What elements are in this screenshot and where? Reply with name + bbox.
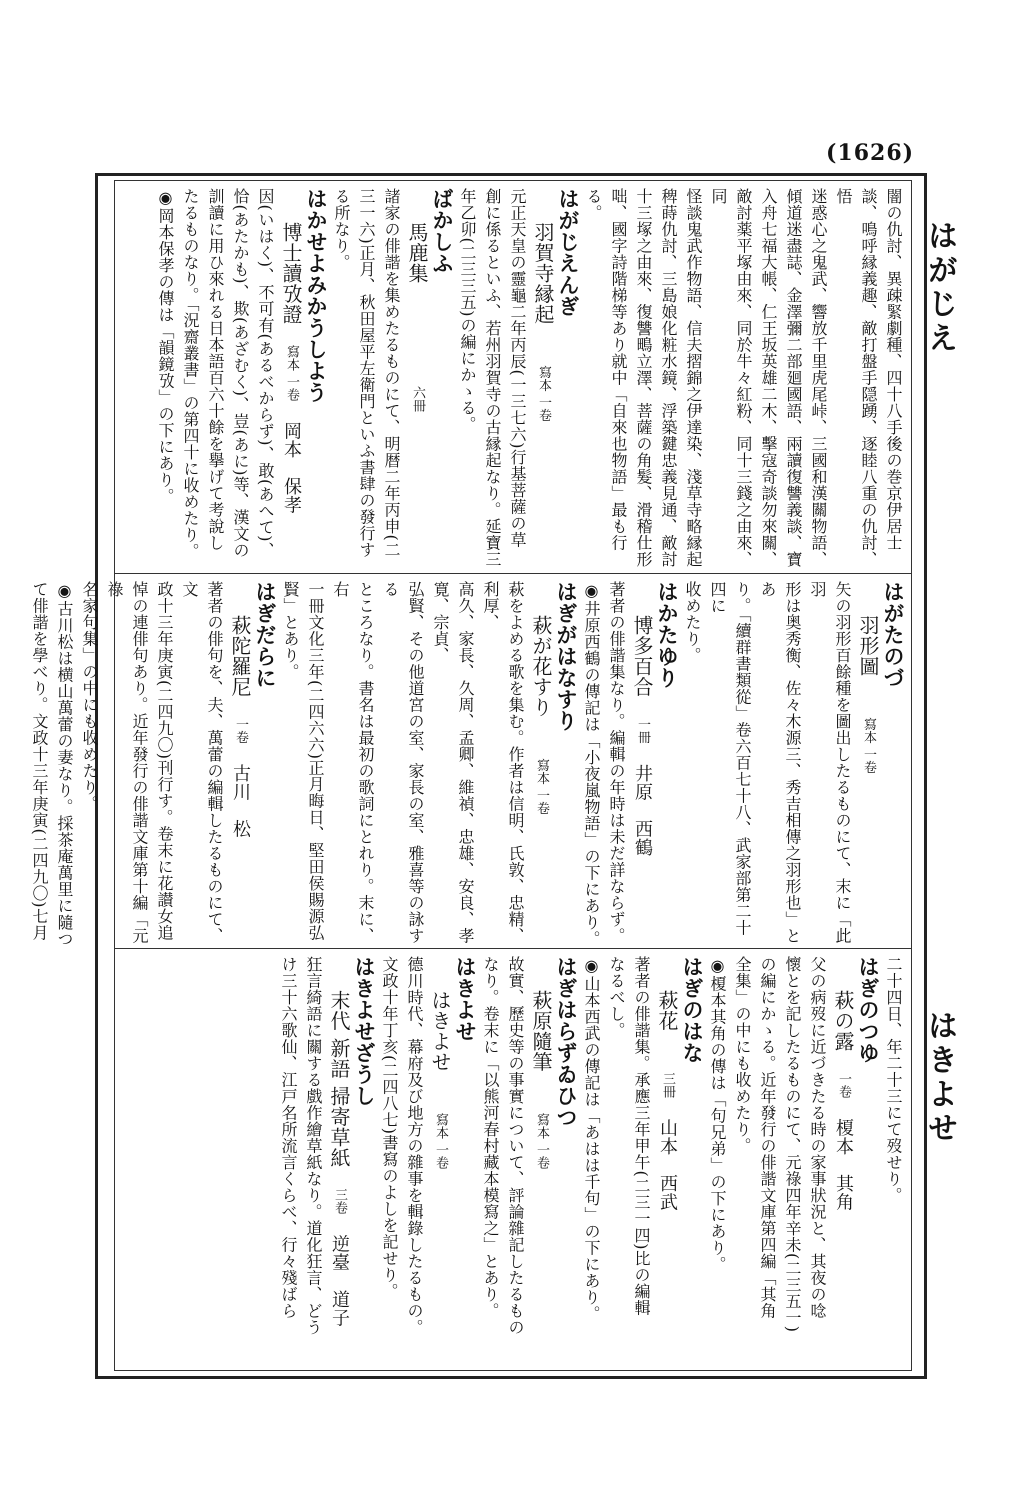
entry-heading: はきよせざうし: [352, 956, 377, 1107]
text-line: なるべし。: [607, 956, 626, 1039]
text-line: 十三塚之由來、復讐鴫立澤、菩薩の角髮、滑稽仕形: [634, 188, 653, 568]
entry-heading: はきよせ: [453, 956, 478, 1042]
entry-heading: はがたのづ: [881, 581, 906, 689]
text-line: ◉井原西鶴の傳記は「小夜嵐物語」の下にあり。: [582, 581, 601, 947]
text-line: 創に係るといふ、若州羽賀寺の古縁起なり。延寶三: [483, 188, 502, 568]
entry-heading: はぎのはな: [680, 956, 705, 1064]
text-line: 矢の羽形百餘種を圖出したるものにて、末に「此羽: [808, 581, 852, 944]
text-line: 故實、歷史等の事實について、評論雜記したるもの: [506, 956, 525, 1336]
text-line: 高久、家長、久周、孟卿、維禎、忠雄、安良、孝寛、宗貞、: [431, 581, 475, 944]
text-line: 諸家の俳諧を集めたるものにて、明暦二年丙申(二: [382, 188, 401, 558]
text-line: 入舟七福大帳、仁王坂英雄二木、擊寇奇談勿來關、: [759, 188, 778, 568]
entry-heading: はぎのつゆ: [856, 956, 881, 1064]
text-line: け三十六歌仙、江戸名所流言くらべ、行々殘ばら: [279, 956, 298, 1319]
text-band-bottom: [118, 950, 906, 1368]
text-line: 德川時代、幕府及び地方の雜事を輯錄したるもの。: [405, 956, 424, 1336]
text-line: り。「續群書類從」卷六百七十八、武家部第二十四に: [708, 581, 752, 936]
entry-title: 萩が花すり 寫本 一卷: [529, 615, 553, 815]
text-line: ◉榎本其角の傳は「句兄弟」の下にあり。: [708, 956, 727, 1273]
text-line: 弘賢、その他道宮の室、家長の室、雅喜等の詠する: [381, 581, 425, 944]
text-line: 訓讀に用ひ來れる日本語百六十餘を擧げて考說し: [206, 188, 225, 551]
text-line: 迷惑心之鬼武、響放千里虎尾峠、三國和漢關物語、: [809, 188, 828, 568]
text-line: ◉岡本保孝の傳は「韻鏡攷」の下にあり。: [156, 188, 175, 505]
text-line: 全集」の中にも收めたり。: [733, 956, 752, 1154]
entry-title: 博多百合 一冊 井原 西鶴: [630, 615, 654, 857]
text-line: 談、鳴呼縁義趣、敵打盤手隠踴、逐睦八重の仇討、悟: [834, 188, 878, 568]
band-divider: [114, 573, 912, 574]
text-line: 恰(あたかも)、欺(あざむく)、豈(あに)等、漢文の: [231, 188, 250, 559]
page-number: (1626): [826, 140, 915, 166]
band-divider: [114, 948, 912, 949]
entry-title: 萩花 三冊 山本 西武: [655, 990, 679, 1211]
text-line: 政十三年庚寅(二四九〇)刊行す。卷末に花讃女追: [155, 581, 174, 941]
text-line: ◉山本西武の傳記は「あはは千句」の下にあり。: [582, 956, 601, 1322]
text-line: 因(いはく)、不可有(あるべからず)、敢(あへて)、: [256, 188, 275, 559]
text-line: なり。卷末に「以熊河春村藏本模寫之」とあり。: [481, 956, 500, 1319]
entry-title: 馬鹿集 六冊: [405, 222, 429, 412]
text-line: 悼の連俳句あり。近年發行の俳諧文庫第十編「元祿: [105, 581, 149, 944]
entry-title: 萩の露 一卷 榎本 其角: [831, 990, 855, 1211]
text-line: 懷とを記したるものにて、元祿四年辛未(二三五一): [783, 956, 802, 1333]
text-line: 怪談鬼武作物語、信夫摺錦之伊達染、淺草寺略縁起: [684, 188, 703, 568]
text-line: 元正天皇の靈龜二年丙辰(一三七六)行基菩薩の草: [508, 188, 527, 548]
entry-title: 末代 新語 掃寄草紙 三卷 逆臺 道子: [327, 990, 351, 1328]
text-line: 狂言綺語に關する戲作繪草紙なり。道化狂言、どう: [304, 956, 323, 1336]
entry-heading: はぎはらずゐひつ: [554, 956, 579, 1128]
text-line: 形は奥秀衡、佐々木源三、秀吉相傳之羽形也」とあ: [758, 581, 802, 944]
text-line: ◉古川松は横山萬蕾の妻なり。採茶庵萬里に隨つ: [55, 581, 74, 947]
text-line: 敵討薬平塚由來、同於牛々紅粉、同十三錢之由來、同: [709, 188, 753, 568]
entry-heading: はがじえんぎ: [556, 188, 581, 317]
entry-title: はきよせ 寫本 一卷: [428, 990, 452, 1170]
text-line: 闇の仇討、異疎緊劇種、四十八手後の巻京伊居士: [884, 188, 903, 551]
entry-title: 羽形圖 寫本 一卷: [856, 615, 880, 774]
text-line: 咄、國字詩階梯等あり就中「自來也物語」最も行る。: [584, 188, 628, 551]
text-line: て俳諧を學べり。文政十三年庚寅(二四九〇)七月: [30, 581, 49, 941]
entry-title: 博士讀攷證 寫本 一卷 岡本 保孝: [279, 222, 303, 515]
running-head-bottom: はきよせ: [922, 1010, 957, 1146]
text-line: たるものなり。「況齋叢書」の第四十に收めたり。: [181, 188, 200, 560]
text-line: 名家句集」の中にも收めたり。: [80, 581, 99, 812]
running-head-top: はがじえ: [922, 220, 957, 356]
text-line: 年乙卯(二三三五)の編にかゝる。: [458, 188, 477, 433]
text-line: 萩をよめる歌を集む。作者は信明、氏敦、忠精、利厚、: [481, 581, 525, 944]
text-line: 二十四日、年二十三にて歿せり。: [884, 956, 903, 1204]
entry-heading: はぎがはなすり: [554, 581, 579, 732]
entry-title: 羽賀寺縁起 寫本 一卷: [531, 222, 555, 422]
text-line: 收めたり。: [683, 581, 702, 664]
text-line: 賢」とあり。: [281, 581, 300, 680]
entry-title: 萩原隨筆 寫本 一卷: [529, 990, 553, 1170]
text-line: 著者の俳諧集。承應三年甲午(二三一四)比の編輯: [632, 956, 651, 1316]
text-line: の編にかゝる。近年發行の俳諧文庫第四編「其角: [758, 956, 777, 1319]
text-line: 一冊文化三年(二四六六)正月晦日、堅田侯賜源弘: [306, 581, 325, 941]
entry-heading: ばかしふ: [430, 188, 455, 274]
text-band-top: [118, 182, 906, 572]
text-line: 著者の俳諧集なり。編輯の年時は未だ詳ならず。: [607, 581, 626, 944]
text-line: 父の病歿に近づきたる時の家事狀況と、其夜の唸: [808, 956, 827, 1319]
entry-heading: はかせよみかうしよう: [304, 188, 329, 403]
text-line: 文政十年丁亥(二四八七)書寫のよしを記せり。: [380, 956, 399, 1300]
entry-heading: はかたゆり: [655, 581, 680, 689]
text-line: 傾道迷盡誌、金澤彌二部廻國語、兩讀復讐義談、寶: [784, 188, 803, 568]
text-line: 稗蒔仇討、三島娘化粧水鏡、浮築鍵忠義見通、敵討: [659, 188, 678, 568]
entry-title: 萩陀羅尼 一卷 古川 松: [228, 615, 252, 838]
text-band-middle: [30, 575, 906, 947]
text-line: る所なり。: [332, 188, 351, 271]
text-line: ところなり。書名は最初の歌詞にとれり。末に、右: [331, 581, 375, 944]
text-line: 著者の俳句を、夫、萬蕾の編輯したるものにて、文: [180, 581, 224, 944]
text-line: 三一六)正月、秋田屋平左衛門といふ書肆の發行す: [357, 188, 376, 558]
entry-heading: はぎだらに: [253, 581, 278, 689]
